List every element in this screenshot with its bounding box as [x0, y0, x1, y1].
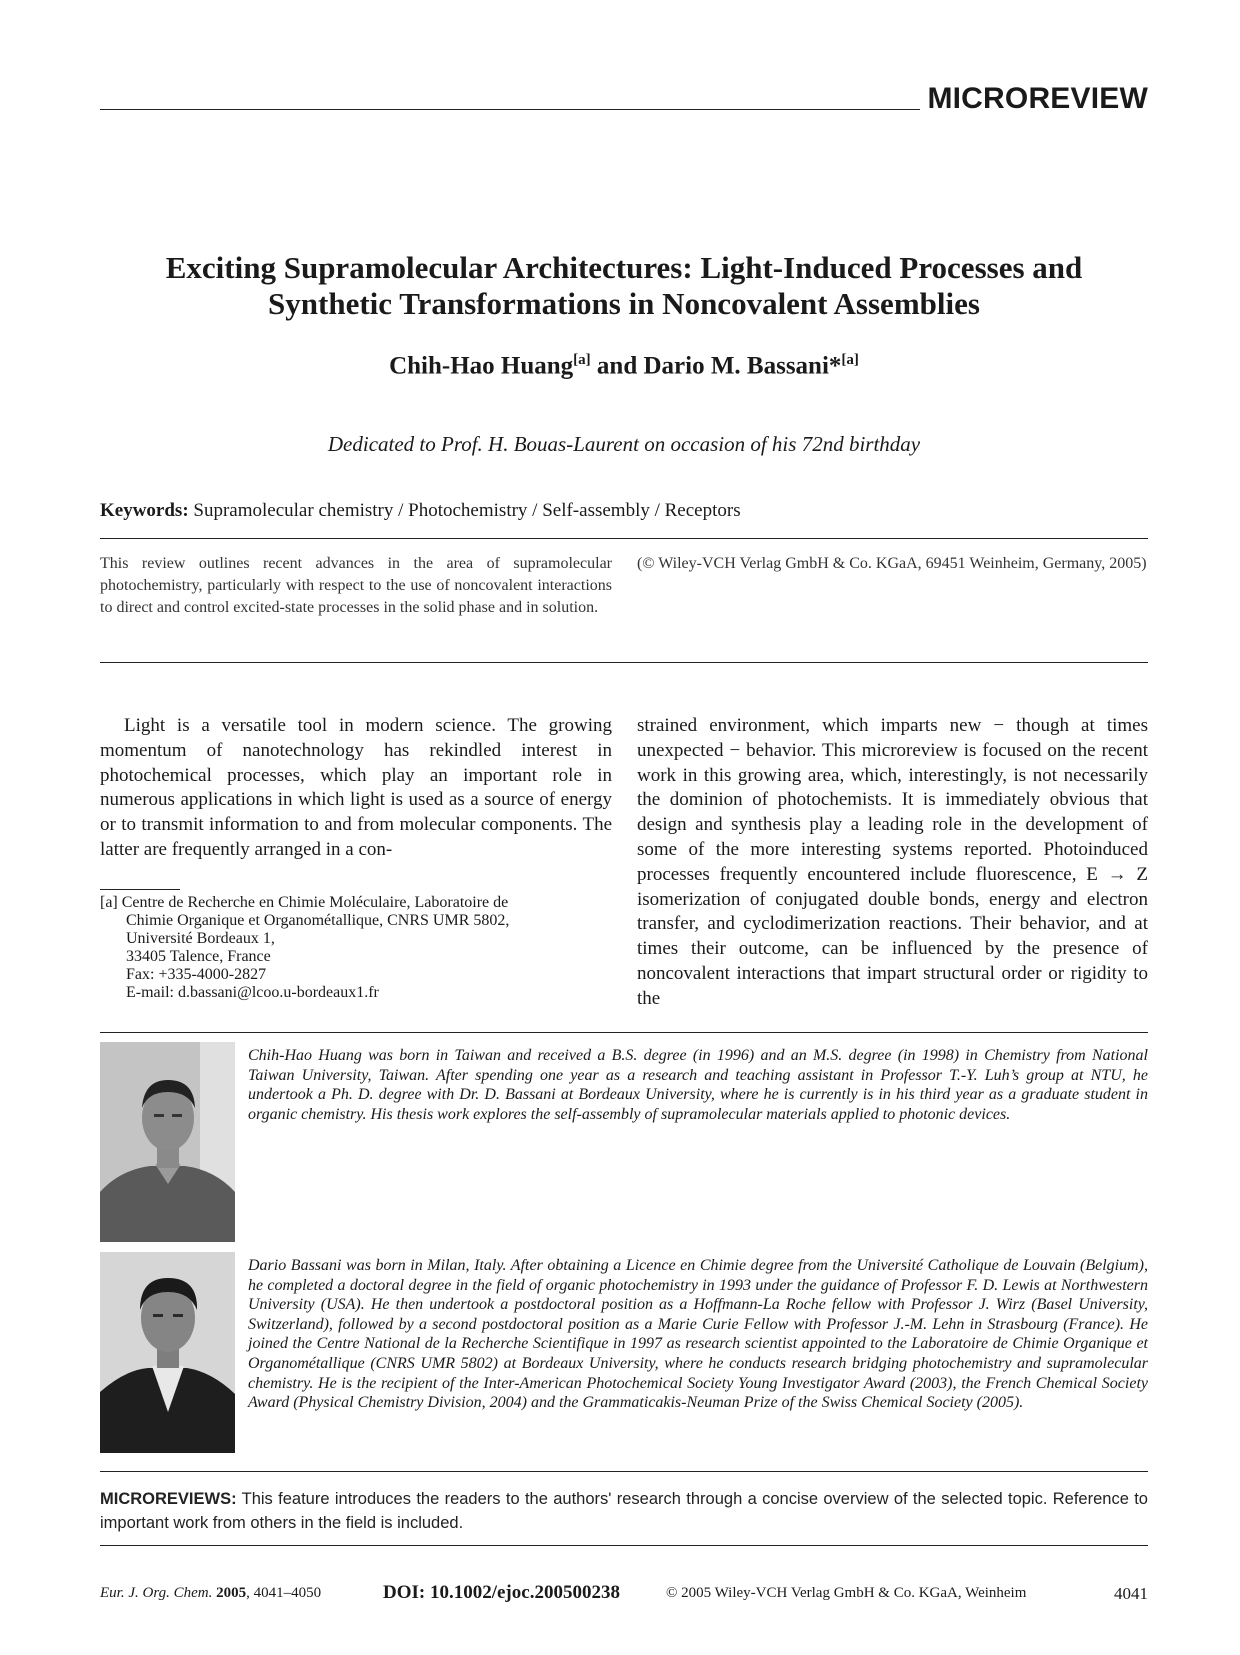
author-line — [100, 352, 1148, 380]
footnote-email: E-mail: d.bassani@lcoo.u-bordeaux1.fr — [126, 984, 379, 1001]
dedication: Dedicated to Prof. H. Bouas-Laurent on occasion of his 72nd birthday — [327, 432, 921, 456]
copyright-note: (© Wiley-VCH Verlag GmbH & Co. KGaA, 69451 Weinheim, Germany, 2005) — [637, 555, 1147, 572]
portrait-placeholder-icon — [100, 1042, 235, 1242]
header-rule — [100, 109, 920, 110]
divider — [100, 1471, 1148, 1472]
affiliation-footnote — [100, 894, 612, 1002]
footnote-rule — [100, 889, 180, 890]
divider — [100, 538, 1148, 539]
author-name: Dario M. Bassani* — [643, 352, 842, 380]
page-number: 4041 — [1114, 1584, 1148, 1603]
doi[interactable]: DOI: 10.1002/ejoc.200500238 — [383, 1582, 620, 1603]
author-photo-bassani — [100, 1252, 235, 1453]
keywords — [100, 500, 741, 522]
body-text-right: strained environment, which imparts new − though at times unexpected − behavior. This microreview is focused on the recent work in this growing area, which, interestingly, is not necessarily the dominion of photochemists. It is immediately obvious that design and synthesis play a leading role in the development of some of the more interesting systems reported. Photoinduced processes frequently encountered include fluorescence, E → Z isomerization of conjugated double bonds, energy and electron transfer, and cyclodimerization reactions. Their behavior, and at times their outcome, can be influenced by the presence of noncovalent interactions that impart structural order or rigidity to the — [637, 715, 1148, 1009]
affiliation-mark: [a] — [573, 352, 591, 368]
microreviews-note — [100, 1487, 1148, 1535]
author-name: Chih-Hao Huang — [389, 352, 574, 380]
keywords-label: Keywords: — [100, 500, 189, 521]
author-photo-huang — [100, 1042, 235, 1242]
journal-name: Eur. J. Org. Chem. — [100, 1585, 213, 1601]
divider — [100, 1545, 1148, 1546]
microreviews-label: MICROREVIEWS: — [100, 1490, 237, 1508]
section-label: MICROREVIEW — [927, 82, 1148, 115]
divider — [100, 662, 1148, 663]
journal-citation — [100, 1585, 321, 1602]
footnote-line: Chimie Organique et Organométallique, CNRS UMR 5802, — [126, 912, 510, 929]
journal-year: 2005 — [216, 1585, 247, 1601]
abstract: This review outlines recent advances in the area of supramolecular photochemistry, particularly with respect to the use of noncovalent interactions to direct and control excited-state processes in the solid phase and in solution. — [100, 555, 612, 616]
divider — [100, 1032, 1148, 1033]
bio-bassani: Dario Bassani was born in Milan, Italy. After obtaining a Licence en Chimie degree from the Université Catholique de Louvain (Belgium), he completed a doctoral degree in the field of organic photochemistry in 1993 under the guidance of Professor F. D. Lewis at Northwestern University (USA). He then undertook a postdoctoral position as a Hoffmann-La Roche fellow with Professor J. Wirz (Basel University, Switzerland), followed by a second postdoctoral position as a Marie Curie Fellow with Professor J.-M. Lehn in Strasbourg (France). He joined the Centre National de la Recherche Scientifique in 1997 as research scientist appointed to the Laboratoire de Chimie Organique et Organométallique (CNRS UMR 5802) at Bordeaux University, where he conducts research bridging photochemistry and supramolecular chemistry. He is the recipient of the Inter-American Photochemical Society Young Investigator Award (2003), the French Chemical Society Award (Physical Chemistry Division, 2004) and the Grammaticakis-Neuman Prize of the Swiss Chemical Society (2005). — [248, 1257, 1148, 1412]
footnote-line: Fax: +335-4000-2827 — [126, 966, 267, 983]
journal-pages: , 4041–4050 — [246, 1585, 322, 1601]
footnote-line: Université Bordeaux 1, — [126, 930, 275, 947]
portrait-placeholder-icon — [100, 1252, 235, 1453]
article-title: Exciting Supramolecular Architectures: Light-Induced Processes and Synthetic Transformations in Noncovalent Assemblies — [165, 250, 1083, 321]
author-connector: and — [590, 352, 644, 380]
affiliation-mark: [a] — [841, 352, 859, 368]
keywords-text: Supramolecular chemistry / Photochemistry / Self-assembly / Receptors — [193, 500, 741, 521]
footer-copyright: © 2005 Wiley-VCH Verlag GmbH & Co. KGaA, Weinheim — [666, 1585, 1027, 1601]
bio-huang: Chih-Hao Huang was born in Taiwan and received a B.S. degree (in 1996) and an M.S. degree (in 1998) in Chemistry from National Taiwan University, Taiwan. After spending one year as a research and teaching assistant in Professor T.-Y. Luh’s group at NTU, he undertook a Ph. D. degree with Dr. D. Bassani at Bordeaux University, where he is currently is in his third year as a graduate student in organic chemistry. His thesis work explores the self-assembly of supramolecular materials applied to photonic devices. — [248, 1047, 1148, 1123]
footnote-line: [a] Centre de Recherche en Chimie Moléculaire, Laboratoire de — [100, 894, 509, 911]
body-text-left: Light is a versatile tool in modern science. The growing momentum of nanotechnology has rekindled interest in photochemical processes, which play an important role in numerous applications in which light is used as a source of energy or to transmit information to and from molecular components. The latter are frequently arranged in a con- — [100, 715, 612, 860]
footnote-line: 33405 Talence, France — [126, 948, 271, 965]
microreviews-text: This feature introduces the readers to the authors' research through a concise overview of the selected topic. Reference to important work from others in the field is included. — [100, 1490, 1148, 1532]
